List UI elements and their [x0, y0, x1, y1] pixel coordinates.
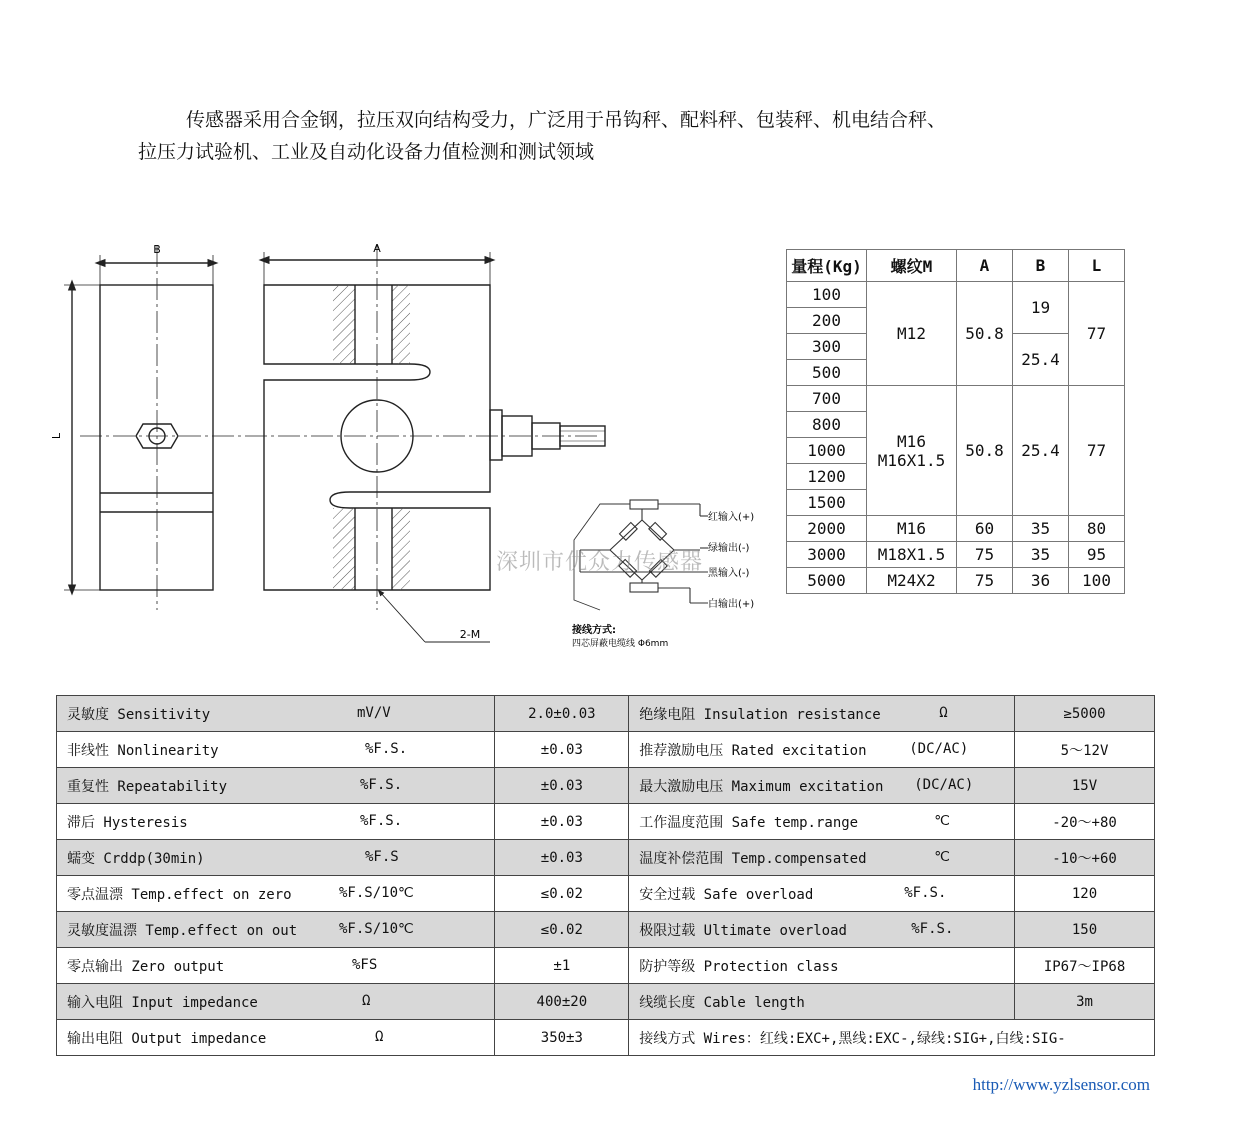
spec-unit: %F.S/10℃ [339, 921, 414, 937]
spec-unit: %F.S [365, 849, 399, 865]
a-cell: 50.8 [957, 386, 1013, 516]
spec-label-right [629, 804, 1015, 840]
a-cell: 50.8 [957, 282, 1013, 386]
spec-value-left: 400±20 [495, 984, 629, 1020]
spec-row [57, 804, 1155, 840]
dim-header-l: L [1069, 250, 1125, 282]
spec-label-text: 绝缘电阻 Insulation resistance [639, 706, 881, 723]
wiring-subtitle: 四芯屏蔽电缆线 Φ6mm [572, 639, 669, 649]
a-cell: 75 [957, 568, 1013, 594]
b-cell: 19 [1013, 282, 1069, 334]
dim-header-thread: 螺纹M [867, 250, 957, 282]
spec-unit: Ω [939, 705, 948, 721]
intro-line-1: 传感器采用合金钢，拉压双向结构受力，广泛用于吊钩秤、配料秤、包装秤、机电结合秤、 [186, 109, 947, 131]
spec-unit: %F.S. [911, 921, 954, 937]
spec-value-right: 120 [1015, 876, 1155, 912]
spec-label-left [57, 876, 495, 912]
spec-label-text: 重复性 Repeatability [67, 778, 228, 795]
dim-row [787, 386, 1125, 412]
dim-row [787, 542, 1125, 568]
l-cell: 95 [1069, 542, 1125, 568]
spec-value-right: -10～+60 [1015, 840, 1155, 876]
spec-unit: ℃ [934, 813, 950, 829]
spec-label-right [629, 876, 1015, 912]
spec-value-left: ±0.03 [495, 768, 629, 804]
dim-header-b: B [1013, 250, 1069, 282]
spec-label-text: 灵敏度温漂 Temp.effect on out [67, 922, 298, 939]
l-cell: 77 [1069, 282, 1125, 386]
b-cell: 35 [1013, 516, 1069, 542]
spec-value-right: ≥5000 [1015, 696, 1155, 732]
spec-row [57, 1020, 1155, 1056]
b-cell: 25.4 [1013, 386, 1069, 516]
spec-label-text: 工作温度范围 Safe temp.range [639, 814, 859, 831]
spec-label-text: 滞后 Hysteresis [67, 814, 188, 831]
spec-label-right [629, 1020, 1155, 1056]
footer-url[interactable]: http://www.yzlsensor.com [972, 1075, 1150, 1094]
spec-value-left: 350±3 [495, 1020, 629, 1056]
thread-m16x15: M16X1.5 [877, 450, 946, 470]
spec-unit: %FS [352, 957, 378, 973]
spec-label-text: 极限过载 Ultimate overload [639, 922, 847, 939]
l-cell: 77 [1069, 386, 1125, 516]
spec-table [56, 695, 1155, 1056]
spec-unit: %F.S. [365, 741, 408, 757]
spec-row [57, 912, 1155, 948]
spec-label-left [57, 948, 495, 984]
spec-label-text: 输出电阻 Output impedance [67, 1030, 267, 1047]
spec-label-text: 温度补偿范围 Temp.compensated [639, 850, 867, 867]
spec-label-text: 非线性 Nonlinearity [67, 742, 219, 759]
l-cell: 100 [1069, 568, 1125, 594]
b-cell: 36 [1013, 568, 1069, 594]
capacity-cell: 1000 [787, 438, 867, 464]
spec-value-right: 3m [1015, 984, 1155, 1020]
spec-label-text: 线缆长度 Cable length [639, 994, 805, 1011]
spec-value-left: 2.0±0.03 [495, 696, 629, 732]
a-cell: 75 [957, 542, 1013, 568]
spec-value-left: ±0.03 [495, 840, 629, 876]
spec-row [57, 696, 1155, 732]
dim-row [787, 516, 1125, 542]
dim-row [787, 568, 1125, 594]
spec-value-right: 5～12V [1015, 732, 1155, 768]
thread-m16: M16 [897, 431, 926, 451]
capacity-cell: 500 [787, 360, 867, 386]
spec-label-right [629, 948, 1015, 984]
spec-row [57, 984, 1155, 1020]
spec-row [57, 948, 1155, 984]
dim-header-row [787, 250, 1125, 282]
spec-unit: Ω [362, 993, 371, 1009]
spec-value-left: ≤0.02 [495, 912, 629, 948]
spec-label-left [57, 1020, 495, 1056]
spec-unit: mV/V [357, 705, 391, 721]
b-cell: 35 [1013, 542, 1069, 568]
spec-unit: (DC/AC) [909, 741, 969, 757]
spec-label-left [57, 732, 495, 768]
spec-label-text: 输入电阻 Input impedance [67, 994, 258, 1011]
l-cell: 80 [1069, 516, 1125, 542]
spec-row [57, 876, 1155, 912]
watermark: 深圳市优众力传感器 [496, 550, 704, 575]
side-view [64, 245, 243, 610]
spec-label-text: 灵敏度 Sensitivity [67, 706, 211, 723]
spec-row [57, 840, 1155, 876]
spec-label-text: 最大激励电压 Maximum excitation [639, 778, 884, 795]
dim-header-a: A [957, 250, 1013, 282]
capacity-cell: 800 [787, 412, 867, 438]
spec-label-text: 零点温漂 Temp.effect on zero [67, 886, 292, 903]
wire-black-label: 黑输入(-) [708, 568, 750, 579]
spec-value-right: IP67～IP68 [1015, 948, 1155, 984]
spec-value-right: -20～+80 [1015, 804, 1155, 840]
spec-label-text: 安全过载 Safe overload [639, 886, 814, 903]
thread-cell [867, 386, 957, 516]
spec-label-right [629, 984, 1015, 1020]
front-view [245, 245, 605, 642]
spec-unit: %F.S/10℃ [339, 885, 414, 901]
capacity-cell: 2000 [787, 516, 867, 542]
thread-cell: M24X2 [867, 568, 957, 594]
label-l: L [50, 432, 63, 440]
spec-label-left [57, 804, 495, 840]
capacity-cell: 1200 [787, 464, 867, 490]
spec-value-left: ±0.03 [495, 804, 629, 840]
spec-label-left [57, 840, 495, 876]
label-2m: 2-M [459, 628, 481, 641]
label-a: A [373, 242, 381, 255]
capacity-cell: 5000 [787, 568, 867, 594]
spec-unit: (DC/AC) [914, 777, 974, 793]
spec-label-text: 推荐激励电压 Rated excitation [639, 742, 867, 759]
thread-cell: M16 [867, 516, 957, 542]
spec-row [57, 768, 1155, 804]
capacity-cell: 200 [787, 308, 867, 334]
spec-label-text: 接线方式 Wires：红线:EXC+,黑线:EXC-,绿线:SIG+,白线:SIG- [639, 1030, 1066, 1047]
spec-value-left: ±0.03 [495, 732, 629, 768]
label-b: B [153, 243, 161, 256]
intro-line-2: 拉压力试验机、工业及自动化设备力值检测和测试领域 [138, 141, 595, 163]
spec-label-text: 防护等级 Protection class [639, 958, 839, 975]
a-cell: 60 [957, 516, 1013, 542]
spec-unit: %F.S. [904, 885, 947, 901]
wiring-title: 接线方式: [572, 625, 616, 636]
spec-label-right [629, 912, 1015, 948]
thread-cell: M12 [867, 282, 957, 386]
spec-value-right: 15V [1015, 768, 1155, 804]
spec-label-left [57, 696, 495, 732]
wire-red-label: 红输入(+) [708, 512, 755, 523]
spec-row [57, 732, 1155, 768]
dim-row [787, 282, 1125, 308]
capacity-cell: 3000 [787, 542, 867, 568]
spec-label-left [57, 984, 495, 1020]
spec-unit: Ω [375, 1029, 384, 1045]
spec-label-left [57, 768, 495, 804]
spec-label-text: 零点输出 Zero output [67, 958, 225, 975]
spec-value-left: ≤0.02 [495, 876, 629, 912]
capacity-cell: 700 [787, 386, 867, 412]
capacity-cell: 100 [787, 282, 867, 308]
spec-label-text: 蠕变 Crddp(30min) [67, 850, 205, 867]
b-cell: 25.4 [1013, 334, 1069, 386]
spec-value-left: ±1 [495, 948, 629, 984]
spec-unit: ℃ [934, 849, 950, 865]
dim-header-capacity: 量程(Kg) [787, 250, 867, 282]
spec-value-right: 150 [1015, 912, 1155, 948]
spec-unit: %F.S. [360, 777, 403, 793]
capacity-cell: 1500 [787, 490, 867, 516]
wire-green-label: 绿输出(-) [708, 543, 750, 554]
wire-white-label: 白输出(+) [708, 599, 755, 610]
capacity-cell: 300 [787, 334, 867, 360]
dimension-table [786, 249, 1125, 594]
spec-label-left [57, 912, 495, 948]
spec-label-right [629, 768, 1015, 804]
spec-label-right [629, 732, 1015, 768]
spec-label-right [629, 696, 1015, 732]
thread-cell: M18X1.5 [867, 542, 957, 568]
spec-unit: %F.S. [360, 813, 403, 829]
spec-label-right [629, 840, 1015, 876]
